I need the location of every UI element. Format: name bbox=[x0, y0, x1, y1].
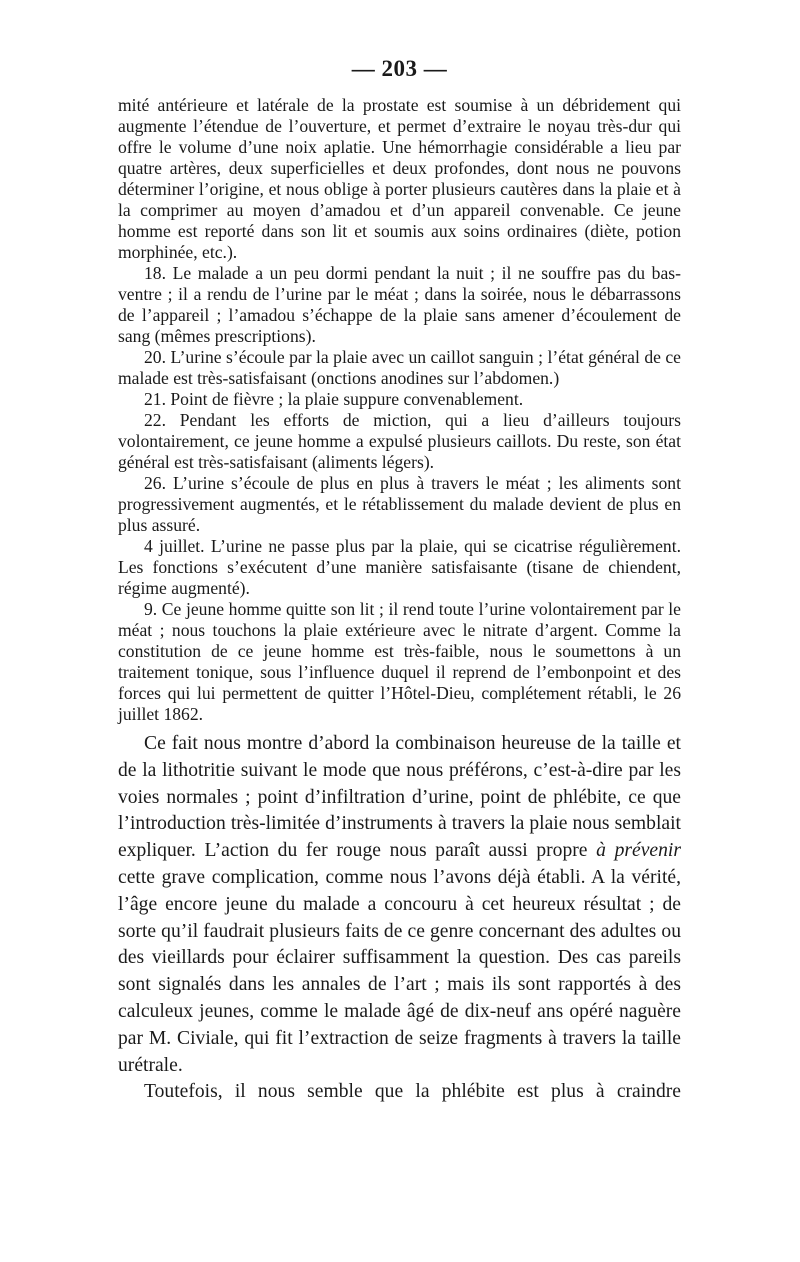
commentary-closing-line: Toutefois, il nous semble que la phlébite est plus à craindre bbox=[144, 1081, 681, 1103]
commentary-text-1: Ce fait nous montre d’abord la combinaison heureuse de la taille et de la lithotritie suivant le mode que nous préférons, c’est-à-dire par les voies normales ; point d’infiltration d’urine, point de phlébite, ce que l’introduction très-limitée d’instruments à travers la plaie nous semblait expliquer. L’action du fer rouge nous paraît aussi propre bbox=[118, 733, 681, 862]
book-page bbox=[118, 56, 681, 1106]
case-entry-20: 20. L’urine s’écoule par la plaie avec un caillot sanguin ; l’état général de ce malade est très-satisfaisant (onctions anodines sur l’abdomen.) bbox=[118, 347, 681, 388]
case-entry-21: 21. Point de fièvre ; la plaie suppure convenablement. bbox=[144, 389, 524, 409]
commentary bbox=[118, 731, 681, 1106]
page-number: — 203 — bbox=[351, 56, 448, 81]
case-report bbox=[118, 95, 681, 725]
commentary-italic-phrase: à prévenir bbox=[596, 840, 681, 862]
case-paragraph-continuation: mité antérieure et latérale de la prostate est soumise à un débridement qui augmente l’étendue de l’ouverture, et permet d’extraire le noyau très-dur qui offre le volume d’une noix aplatie. Une hémorrhagie considérable a lieu par quatre artères, deux superficielles et deux profondes, dont nous ne pouvons déterminer l’origine, et nous oblige à porter plusieurs cautères dans la plaie et à la comprimer au moyen d’amadou et d’un appareil convenable. Ce jeune homme est reporté dans son lit et soumis aux soins ordinaires (diète, potion morphinée, etc.). bbox=[118, 95, 681, 262]
case-entry-4-juillet: 4 juillet. L’urine ne passe plus par la plaie, qui se cicatrise régulièrement. Les fonctions s’exécutent d’une manière satisfaisante (tisane de chiendent, régime augmenté). bbox=[118, 536, 681, 598]
case-entry-22: 22. Pendant les efforts de miction, qui a lieu d’ailleurs toujours volontairement, ce jeune homme a expulsé plusieurs caillots. Du reste, son état général est très-satisfaisant (aliments légers). bbox=[118, 410, 681, 472]
case-entry-18: 18. Le malade a un peu dormi pendant la nuit ; il ne souffre pas du bas-ventre ; il a rendu de l’urine par le méat ; dans la soirée, nous le débarrassons de l’appareil ; l’amadou s’échappe de la plaie sans amener d’écoulement de sang (mêmes prescriptions). bbox=[118, 263, 681, 346]
commentary-text-2: cette grave complication, comme nous l’avons déjà établi. A la vérité, l’âge encore jeune du malade a concouru à cet heureux résultat ; de sorte qu’il faudrait plusieurs faits de ce genre concernant des adultes ou des vieillards pour éclairer suffisamment la question. Des cas pareils sont signalés dans les annales de l’art ; mais ils sont rapportés à des calculeux jeunes, comme le malade âgé de dix-neuf ans opéré naguère par M. Civiale, qui fit l’extraction de seize fragments à travers la taille urétrale. bbox=[118, 866, 681, 1076]
commentary-paragraph bbox=[118, 731, 681, 1079]
case-entry-9: 9. Ce jeune homme quitte son lit ; il rend toute l’urine volontairement par le méat ; nous touchons la plaie extérieure avec le nitrate d’argent. Comme la constitution de ce jeune homme est très-faible, nous le soumettons à un traitement tonique, sous l’influence duquel il reprend de l’embonpoint et des forces qui lui permettent de quitter l’Hôtel-Dieu, complétement rétabli, le 26 juillet 1862. bbox=[118, 599, 681, 724]
case-entry-26: 26. L’urine s’écoule de plus en plus à travers le méat ; les aliments sont progressivement augmentés, et le rétablissement du malade devient de plus en plus assuré. bbox=[118, 473, 681, 535]
